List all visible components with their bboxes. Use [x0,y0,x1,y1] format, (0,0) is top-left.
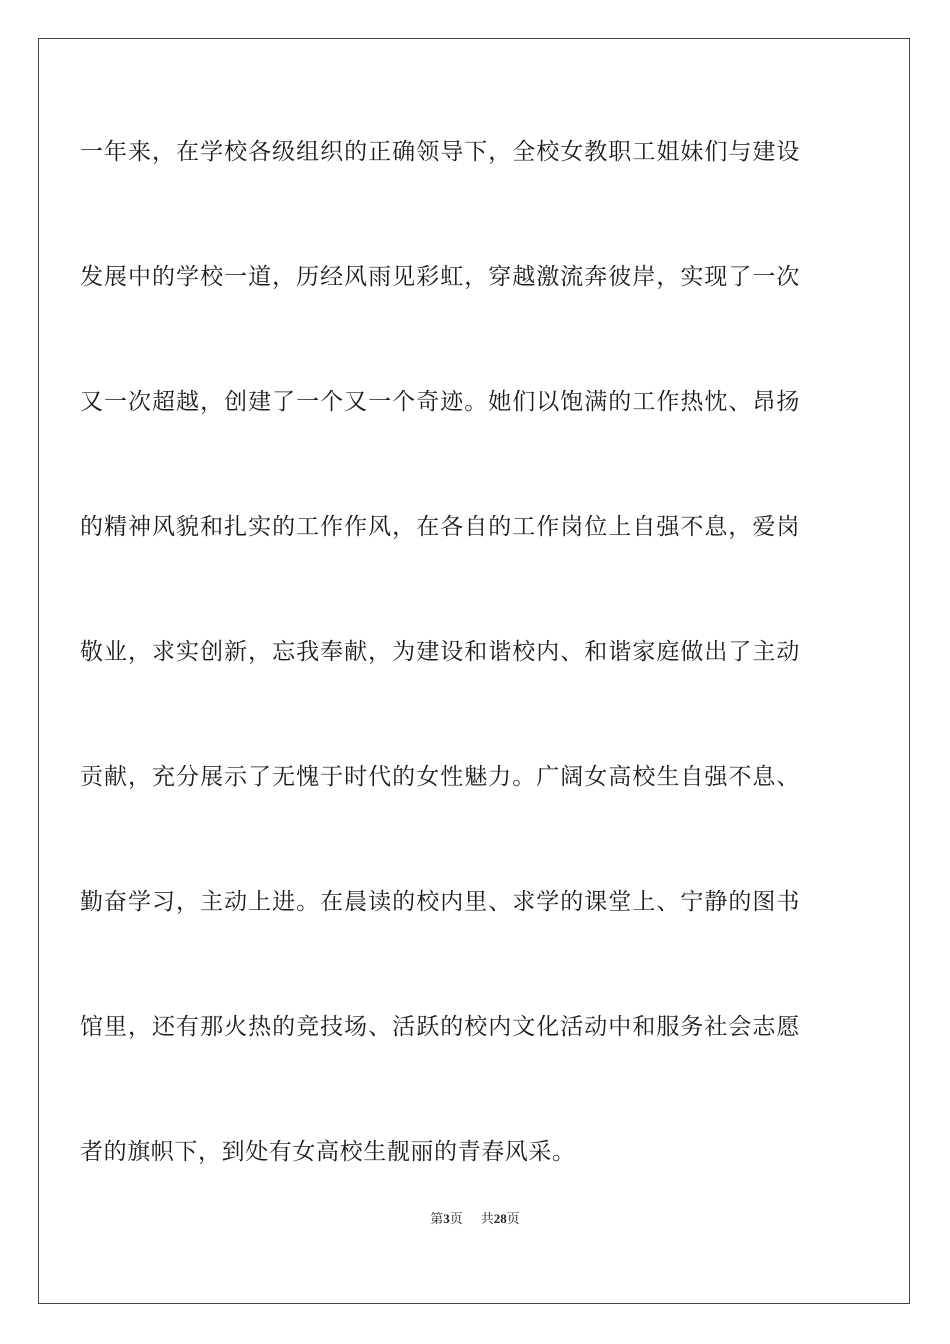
text-line: 敬业，求实创新，忘我奉献，为建设和谐校内、和谐家庭做出了主动 [80,639,800,665]
document-body [80,90,800,1215]
total-pages: 28 [493,1211,507,1226]
page-number: 3 [443,1211,450,1226]
page-footer [0,1208,950,1227]
text-line: 发展中的学校一道，历经风雨见彩虹，穿越激流奔彼岸，实现了一次 [80,264,800,290]
total-suffix: 页 [506,1212,520,1227]
text-line: 一年来，在学校各级组织的正确领导下，全校女教职工姐妹们与建设 [80,139,800,165]
text-line: 又一次超越，创建了一个又一个奇迹。她们以饱满的工作热忱、昂扬 [80,389,800,415]
text-line: 的精神风貌和扎实的工作作风，在各自的工作岗位上自强不息，爱岗 [80,514,800,540]
total-prefix: 共 [480,1212,494,1227]
text-line: 勤奋学习，主动上进。在晨读的校内里、求学的课堂上、宁静的图书 [80,889,800,915]
page-prefix: 第 [430,1212,444,1227]
text-line: 馆里，还有那火热的竞技场、活跃的校内文化活动中和服务社会志愿 [80,1014,800,1040]
text-line: 者的旗帜下，到处有女高校生靓丽的青春风采。 [80,1139,576,1165]
text-line: 贡献，充分展示了无愧于时代的女性魅力。广阔女高校生自强不息、 [80,764,800,790]
page-suffix: 页 [449,1212,463,1227]
